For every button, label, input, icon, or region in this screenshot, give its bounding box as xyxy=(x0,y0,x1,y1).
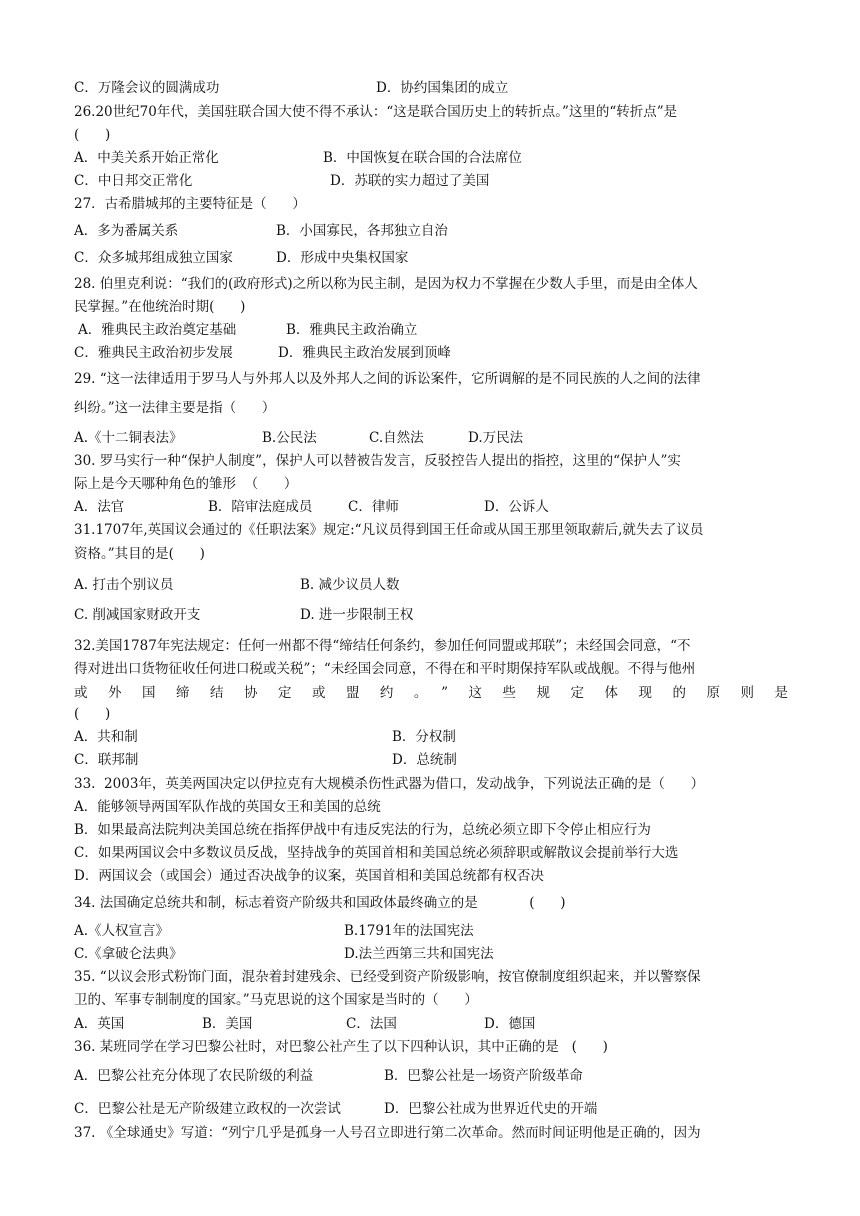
q31-option-b: B. 减少议员人数 xyxy=(300,577,400,593)
q29-option-d: D.万民法 xyxy=(468,430,524,446)
q33-option-b: B．如果最高法院判决美国总统在指挥伊战中有违反宪法的行为，总统必须立即下令停止相应行为 xyxy=(74,822,651,838)
q31-option-a: A. 打击个别议员 xyxy=(74,577,174,593)
q36-stem: 36. 某班同学在学习巴黎公社时，对巴黎公社产生了以下四种认识，其中正确的是 ( ) xyxy=(74,1039,608,1055)
q33-option-d: D．两国议会（或国会）通过否决战争的议案，英国首相和美国总统都有权否决 xyxy=(74,868,544,884)
q32-option-c: C．联邦制 xyxy=(74,752,139,768)
q29-stem-line1: 29. “这一法律适用于罗马人与外邦人以及外邦人之间的诉讼案件，它所调解的是不同民族的人之间的法律 xyxy=(74,371,701,387)
q26-stem-line1: 26.20世纪70年代，美国驻联合国大使不得不承认：“这是联合国历史上的转折点。”这里的“转折点”是 xyxy=(74,104,678,120)
q35-option-d: D．德国 xyxy=(484,1016,536,1032)
q36-option-b: B．巴黎公社是一场资产阶级革命 xyxy=(384,1068,583,1084)
q27-option-c: C．众多城邦组成独立国家 xyxy=(74,250,233,266)
q28-stem-line2: 民掌握。”在他统治时期( ) xyxy=(74,299,246,315)
q28-option-b: B．雅典民主政治确立 xyxy=(286,322,418,338)
q33-stem: 33. 2003年，英美两国决定以伊拉克有大规模杀伤性武器为借口，发动战争，下列说法正确的是（ ） xyxy=(74,776,705,792)
q31-stem-line1: 31.1707年,英国议会通过的《任职法案》规定:“凡议员得到国王任命或从国王那里领取薪后,就失去了议员 xyxy=(74,522,704,538)
q29-option-b: B.公民法 xyxy=(262,430,317,446)
q30-stem-line1: 30. 罗马实行一种“保护人制度”，保护人可以替被告发言，反驳控告人提出的指控，这里的“保护人”实 xyxy=(74,453,681,469)
q35-option-c: C．法国 xyxy=(346,1016,397,1032)
q29-option-c: C.自然法 xyxy=(369,430,424,446)
q34-option-a: A.《人权宣言》 xyxy=(74,923,170,939)
q32-stem-line4: ( ) xyxy=(74,706,111,722)
q36-option-d: D．巴黎公社成为世界近代史的开端 xyxy=(384,1101,598,1117)
q25-option-d: D．协约国集团的成立 xyxy=(376,80,509,96)
q30-option-c: C．律师 xyxy=(348,499,399,515)
q30-option-a: A．法官 xyxy=(74,499,125,515)
q30-stem-line2: 际上是今天哪种角色的雏形 （ ） xyxy=(74,476,298,492)
q34-option-c: C.《拿破仑法典》 xyxy=(74,946,183,962)
q26-option-b: B．中国恢复在联合国的合法席位 xyxy=(323,150,522,166)
q26-stem-line2: ( ) xyxy=(74,127,111,143)
q36-option-c: C．巴黎公社是无产阶级建立政权的一次尝试 xyxy=(74,1101,341,1117)
q28-option-c: C．雅典民主政治初步发展 xyxy=(74,345,233,361)
q33-option-c: C．如果两国议会中多数议员反战，坚持战争的英国首相和美国总统必须辞职或解散议会提前举行大选 xyxy=(74,845,679,861)
q27-stem: 27．古希腊城邦的主要特征是（ ） xyxy=(74,196,306,212)
q35-option-b: B．美国 xyxy=(202,1016,253,1032)
q34-stem: 34. 法国确定总统共和制，标志着资产阶级共和国政体最终确立的是 ( ) xyxy=(74,895,566,911)
q28-option-a: A．雅典民主政治奠定基础 xyxy=(78,322,237,338)
q31-stem-line2: 资格。”其目的是( ) xyxy=(74,546,205,562)
q34-option-b: B.1791年的法国宪法 xyxy=(344,923,474,939)
q26-option-c: C．中日邦交正常化 xyxy=(74,173,193,189)
q35-stem-line1: 35. “以议会形式粉饰门面，混杂着封建残余、已经受到资产阶级影响，按官僚制度组织起来，并以警察保 xyxy=(74,969,701,985)
q30-option-d: D．公诉人 xyxy=(484,499,549,515)
q27-option-d: D．形成中央集权国家 xyxy=(276,250,409,266)
q28-option-d: D．雅典民主政治发展到顶峰 xyxy=(278,345,451,361)
q31-option-d: D. 进一步限制王权 xyxy=(300,607,414,623)
q27-option-b: B．小国寡民，各邦独立自治 xyxy=(276,223,448,239)
q36-option-a: A．巴黎公社充分体现了农民阶级的利益 xyxy=(74,1068,314,1084)
q32-option-d: D．总统制 xyxy=(392,752,457,768)
q37-stem-line1: 37. 《全球通史》写道：“列宁几乎是孤身一人号召立即进行第二次革命。然而时间证明他是正确的，因为 xyxy=(74,1125,701,1141)
q26-option-a: A．中美关系开始正常化 xyxy=(74,150,219,166)
q35-stem-line2: 卫的、军事专制制度的国家。”马克思说的这个国家是当时的（ ） xyxy=(74,992,478,1008)
q32-option-b: B．分权制 xyxy=(392,729,456,745)
q32-option-a: A．共和制 xyxy=(74,729,138,745)
q33-option-a: A．能够领导两国军队作战的英国女王和美国的总统 xyxy=(74,799,381,815)
q29-stem-line2: 纠纷。”这一法律主要是指（ ） xyxy=(74,400,276,416)
q32-stem-line1: 32.美国1787年宪法规定：任何一州都不得“缔结任何条约，参加任何同盟或邦联”；未经国会同意，“不 xyxy=(74,638,691,654)
q32-stem-line2: 得对进出口货物征收任何进口税或关税”；“未经国会同意，不得在和平时期保持军队或战舰。不得与他州 xyxy=(74,661,696,677)
q34-option-d: D.法兰西第三共和国宪法 xyxy=(344,946,494,962)
q35-option-a: A．英国 xyxy=(74,1016,125,1032)
q31-option-c: C. 削减国家财政开支 xyxy=(74,607,201,623)
q26-option-d: D．苏联的实力超过了美国 xyxy=(330,173,490,189)
q25-option-c: C．万隆会议的圆满成功 xyxy=(74,80,220,96)
q27-option-a: A．多为番属关系 xyxy=(74,223,179,239)
q32-stem-line3: 或外国缔结协定或盟约。”这些规定体现的原则是 xyxy=(74,685,788,701)
q30-option-b: B．陪审法庭成员 xyxy=(208,499,313,515)
q29-option-a: A.《十二铜表法》 xyxy=(74,430,183,446)
q28-stem-line1: 28. 伯里克利说：“我们的(政府形式)之所以称为民主制，是因为权力不掌握在少数人手里，而是由全体人 xyxy=(74,276,698,292)
